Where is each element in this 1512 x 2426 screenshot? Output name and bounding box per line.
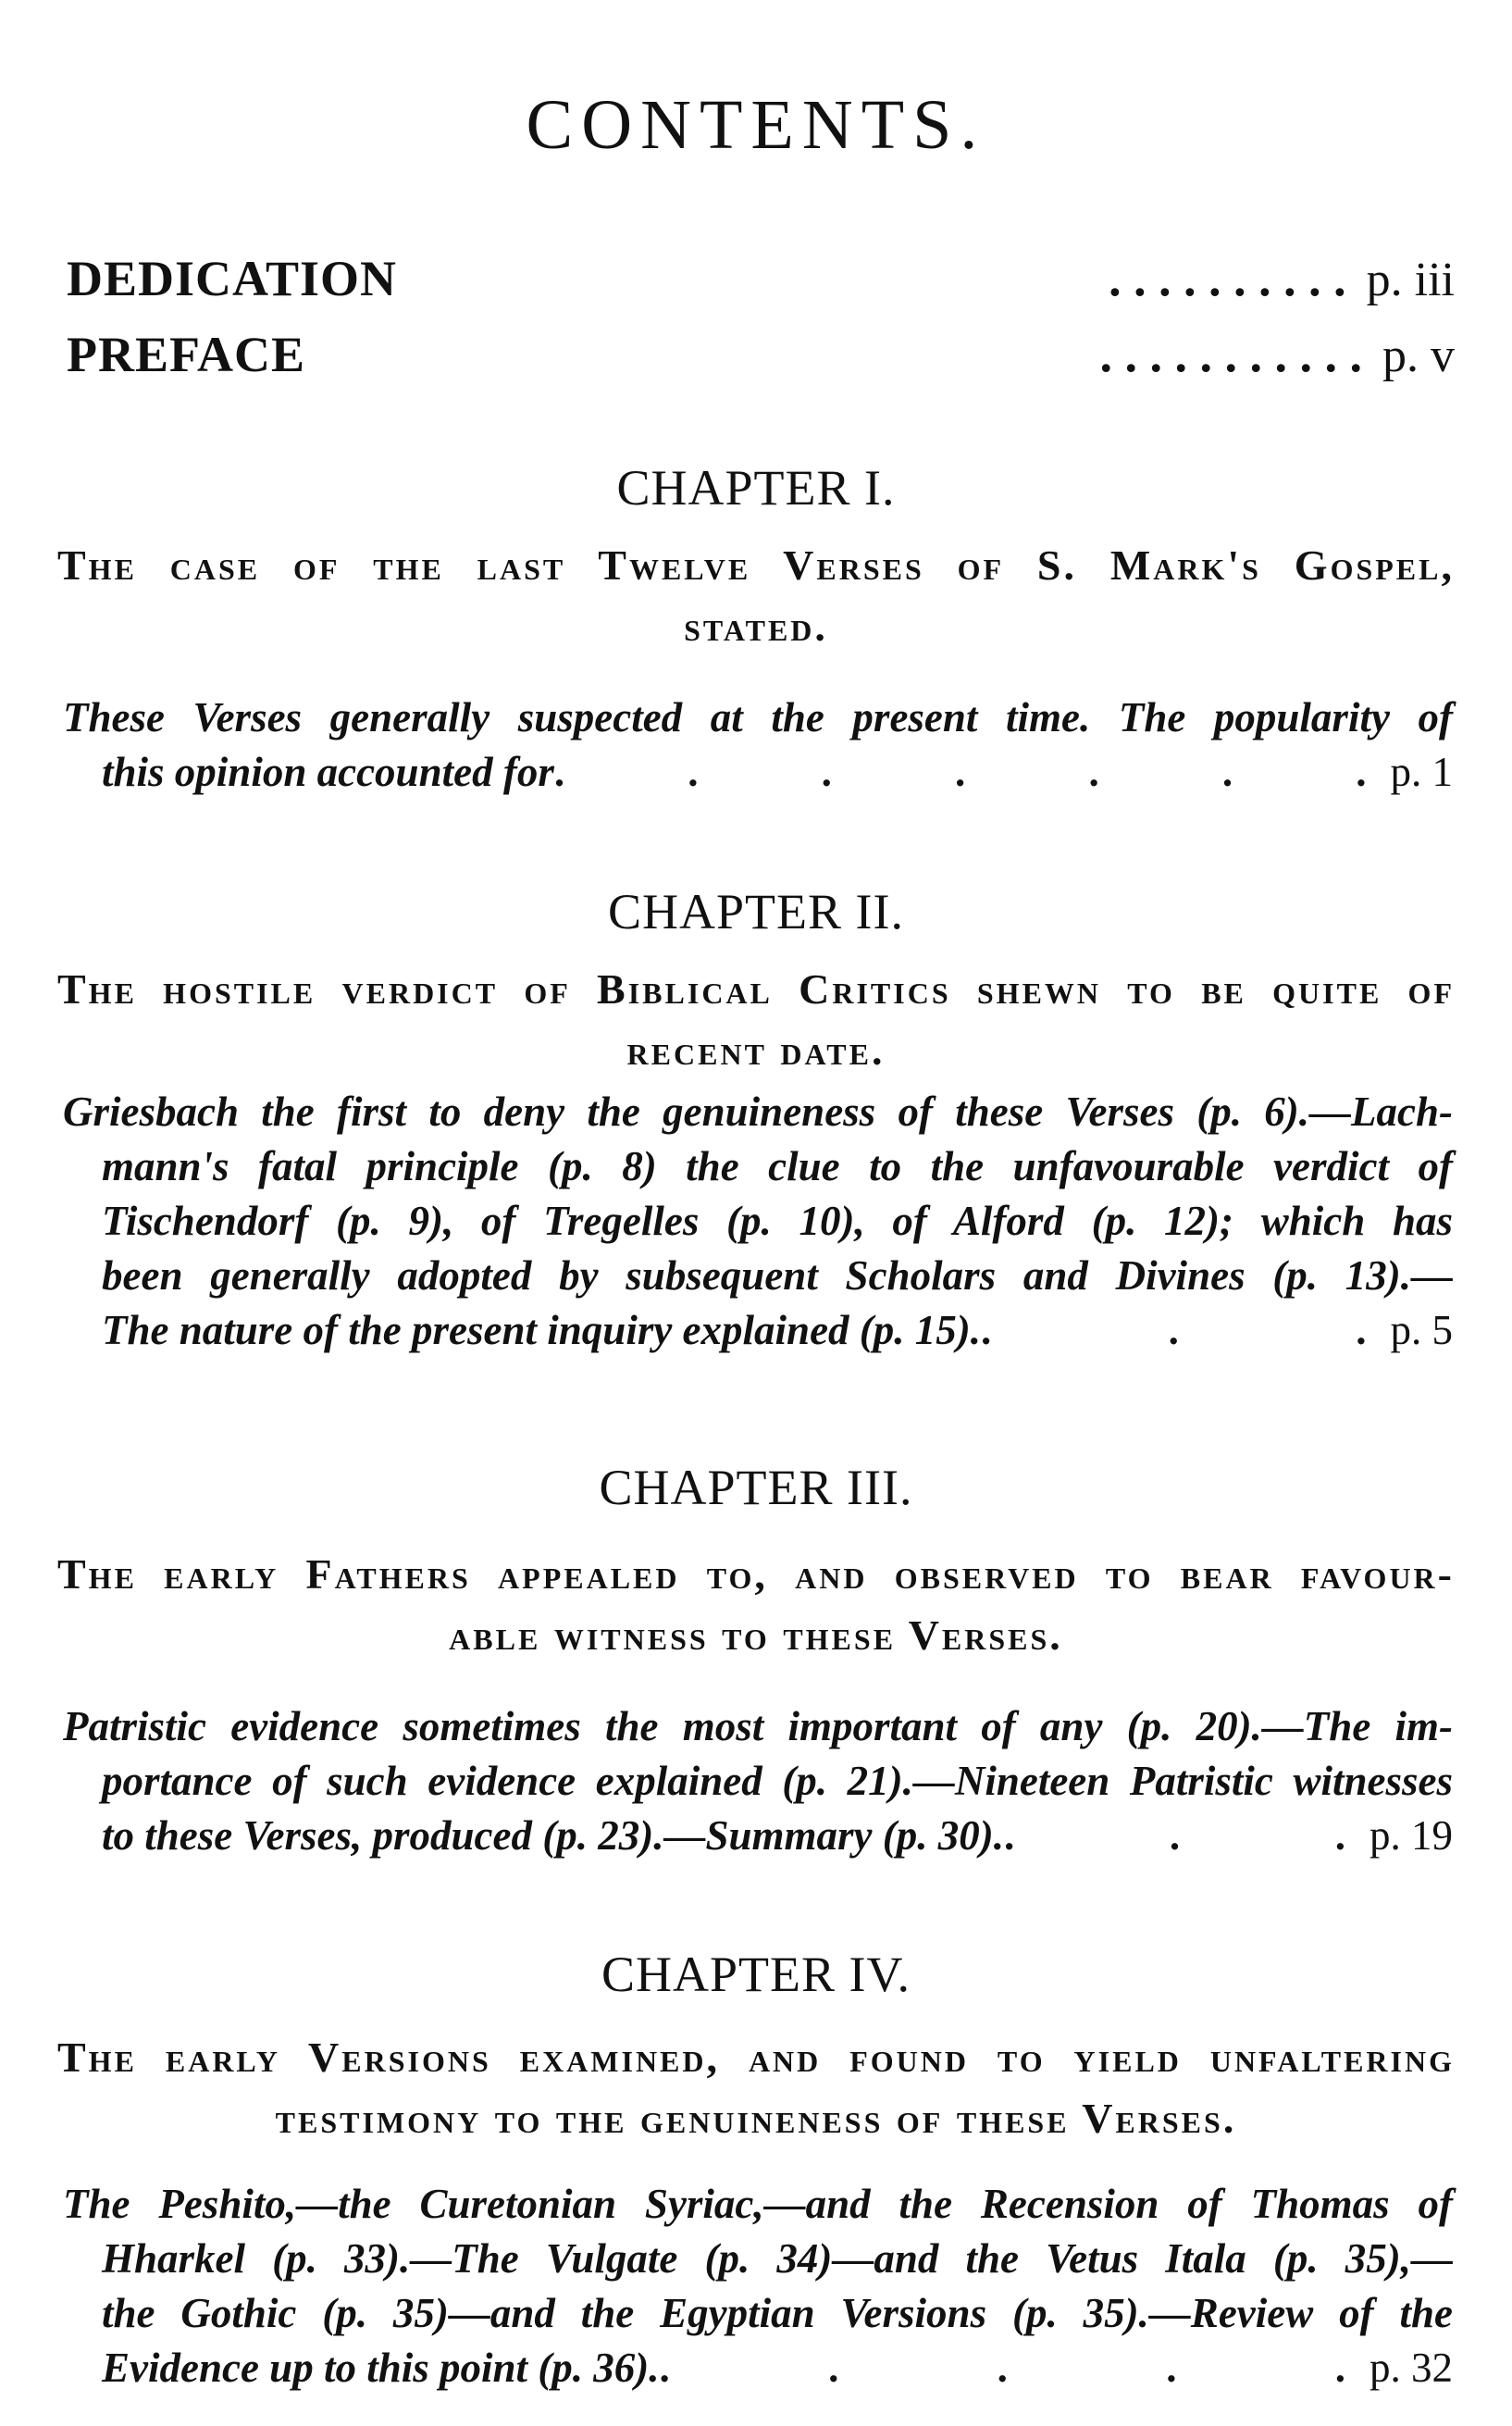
chapter-summary — [63, 2177, 1453, 2395]
chapter-title — [57, 1544, 1455, 1666]
summary-line: Tischendorf (p. 9), of Tregelles (p. 10), of Alford (p. 12); which has — [102, 1198, 1453, 1244]
summary-line: Hharkel (p. 33).—The Vulgate (p. 34)—and the Vetus Itala (p. 35),— — [102, 2235, 1453, 2282]
summary-line: These Verses generally suspected at the present time. The popularity of — [63, 694, 1453, 740]
page-number: p. iii — [1366, 254, 1455, 306]
summary-line — [63, 745, 1453, 800]
summary-line: Griesbach the first to deny the genuineness of these Verses (p. 6).—Lach- — [63, 1089, 1453, 1135]
dot-leader: . . . . . . . . . . . — [1099, 327, 1362, 382]
summary-text: The nature of the present inquiry explained (p. 15). — [102, 1307, 982, 1353]
front-entry-preface — [67, 326, 1455, 391]
dot-leader: . . . . . — [659, 2345, 1345, 2391]
chapter-heading: CHAPTER IV. — [601, 1947, 911, 2002]
page-number: p. 19 — [1369, 1812, 1453, 1859]
dot-leader: . . . . . . . . . . — [1109, 251, 1346, 306]
summary-line: Patristic evidence sometimes the most important of any (p. 20).—The im- — [63, 1703, 1453, 1749]
chapter-title-line: The hostile verdict of Biblical Critics shewn to be quite of — [57, 965, 1455, 1013]
chapter-heading: CHAPTER II. — [608, 884, 904, 939]
chapter-title-line: recent date. — [626, 1026, 886, 1074]
front-entry-dedication — [67, 250, 1455, 315]
chapter-heading: CHAPTER I. — [616, 460, 896, 516]
chapter-title-line: able witness to these Verses. — [449, 1611, 1063, 1659]
page-number: p. v — [1382, 330, 1455, 382]
chapter-title-line: The early Fathers appealed to, and observed to bear favour- — [57, 1550, 1455, 1598]
summary-line — [63, 1303, 1453, 1358]
chapter-title — [57, 959, 1455, 1081]
chapter-summary — [63, 1085, 1453, 1358]
dot-leader: . . . . . . . — [553, 749, 1367, 795]
front-entry-label: DEDICATION — [67, 251, 398, 306]
front-entry-label: PREFACE — [67, 327, 305, 382]
chapter-summary — [63, 1699, 1453, 1863]
page-number: p. 5 — [1390, 1307, 1453, 1353]
summary-line — [63, 1809, 1453, 1863]
chapter-title — [57, 2027, 1455, 2149]
page-title: CONTENTS. — [526, 86, 986, 164]
summary-text: this opinion accounted for — [102, 749, 554, 795]
chapter-title — [57, 535, 1455, 657]
chapter-title-line: The case of the last Twelve Verses of S. Mark's Gospel, — [57, 541, 1455, 589]
summary-line: the Gothic (p. 35)—and the Egyptian Versions (p. 35).—Review of the — [102, 2290, 1453, 2336]
page-number: p. 1 — [1390, 749, 1453, 795]
summary-text: to these Verses, produced (p. 23).—Summary (p. 30). — [102, 1812, 1004, 1859]
chapter-title-line: The early Versions examined, and found to yield unfaltering — [57, 2034, 1455, 2081]
summary-text: Evidence up to this point (p. 36). — [102, 2345, 660, 2391]
dot-leader: . . . — [981, 1307, 1367, 1353]
chapter-summary — [63, 690, 1453, 800]
chapter-heading: CHAPTER III. — [599, 1460, 913, 1515]
page-number: p. 32 — [1369, 2345, 1453, 2391]
chapter-title-line: testimony to the genuineness of these Verses. — [275, 2095, 1237, 2142]
summary-line — [63, 2341, 1453, 2395]
summary-line: been generally adopted by subsequent Scholars and Divines (p. 13).— — [102, 1252, 1453, 1299]
dot-leader: . . . — [1003, 1812, 1345, 1859]
summary-line: mann's fatal principle (p. 8) the clue to the unfavourable verdict of — [102, 1143, 1453, 1189]
summary-line: The Peshito,—the Curetonian Syriac,—and the Recension of Thomas of — [63, 2181, 1453, 2227]
chapter-title-line: stated. — [684, 603, 828, 650]
summary-line: portance of such evidence explained (p. 21).—Nineteen Patristic witnesses — [102, 1758, 1453, 1804]
